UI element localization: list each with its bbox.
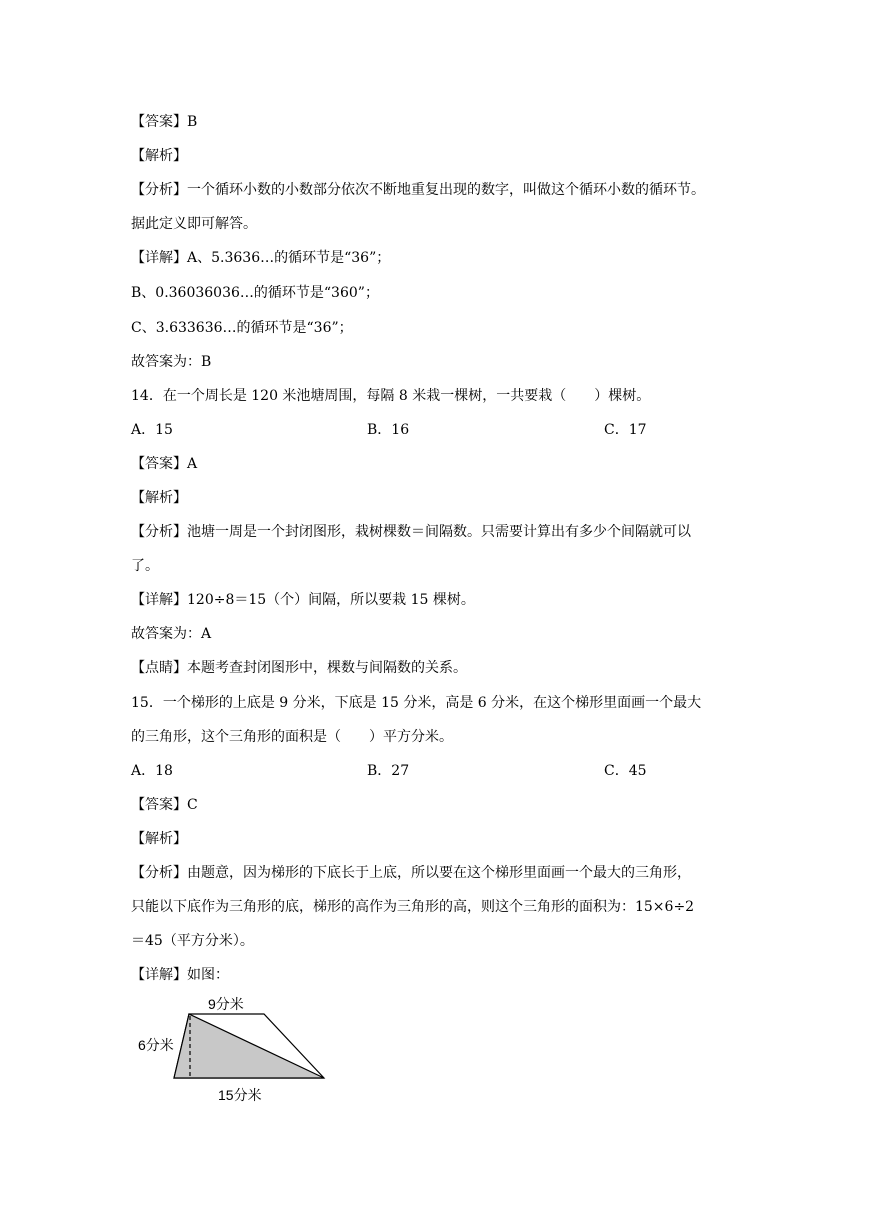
q14-option-a: A．15 [131,422,173,438]
q15-option-b: B．27 [367,763,410,779]
q15-analysis-line-2: 只能以下底作为三角形的底，梯形的高作为三角形的高，则这个三角形的面积为：15×6÷2 [131,899,695,915]
q15-question-line-2: 的三角形，这个三角形的面积是（ ）平方分米。 [131,729,453,745]
q15-analysis-line-1: 【分析】由题意，因为梯形的下底长于上底，所以要在这个梯形里面画一个最大的三角形， [131,865,691,881]
height-label: 6分米 [138,1037,174,1053]
q13-conclusion: 故答案为：B [131,354,212,370]
q15-question-line-1: 15．一个梯形的上底是 9 分米，下底是 15 分米，高是 6 分米，在这个梯形里面画一个最大 [131,695,702,711]
q13-analysis-line-1: 【分析】一个循环小数的小数部分依次不断地重复出现的数字，叫做这个循环小数的循环节。 [131,182,705,198]
q15-detail: 【详解】如图： [131,967,229,983]
trapezoid-figure [134,994,334,1106]
q13-detail-c: C、3.633636…的循环节是“36”； [131,320,353,336]
q15-analysis-heading: 【解析】 [131,831,187,847]
bottom-base-label: 15分米 [218,1087,262,1103]
q13-answer: 【答案】B [131,114,198,130]
q14-conclusion: 故答案为：A [131,626,212,642]
q14-analysis-line-2: 了。 [131,558,159,574]
q14-question: 14．在一个周长是 120 米池塘周围，每隔 8 米栽一棵树，一共要栽（ ）棵树。 [131,388,651,404]
q13-detail-b: B、0.36036036…的循环节是“360”； [131,285,379,301]
q14-key-point: 【点睛】本题考查封闭图形中，棵数与间隔数的关系。 [131,660,467,676]
q15-analysis-line-3: ＝45（平方分米）。 [131,933,254,949]
q14-option-b: B．16 [367,422,410,438]
q14-answer: 【答案】A [131,456,198,472]
q14-analysis-line-1: 【分析】池塘一周是一个封闭图形，栽树棵数＝间隔数。只需要计算出有多少个间隔就可以 [131,524,691,540]
q14-detail: 【详解】120÷8＝15（个）间隔，所以要栽 15 棵树。 [131,592,475,608]
q14-option-c: C．17 [604,422,647,438]
q14-analysis-heading: 【解析】 [131,490,187,506]
q13-analysis-line-2: 据此定义即可解答。 [131,216,257,232]
q13-analysis-heading: 【解析】 [131,148,187,164]
shaded-triangle [174,1014,324,1078]
q15-option-c: C．45 [604,763,647,779]
q15-option-a: A．18 [131,763,173,779]
top-base-label: 9分米 [208,996,244,1012]
q13-detail-a: 【详解】A、5.3636…的循环节是“36”； [131,250,391,266]
q15-answer: 【答案】C [131,797,198,813]
